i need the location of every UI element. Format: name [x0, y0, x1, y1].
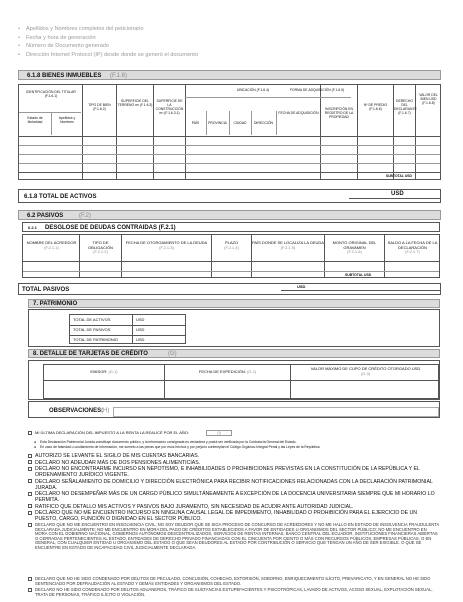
declaracion-item-7: DECLARO QUE NO ME ENCUENTRO INCURSO EN NINGUNA CAUSAL LEGAL DE IMPEDIMENTO, INHABILIDAD O PROHIBICIÓN PARA EL EJERCICIO DE UN PUESTO, CARGO, FUNCIÓN O DIGNIDAD EN EL SECTOR PÚBLICO.: [28, 510, 440, 522]
section-title: 7. PATRIMONIO: [33, 301, 78, 307]
section-title: 8. DETALLE DE TARJETAS DE CRÉDITO: [33, 351, 148, 357]
col-tipo-bien: TIPO DE BIEN (F.1.6.2): [88, 103, 111, 111]
col-plazo: PLAZO (F.2.1.4): [224, 240, 239, 250]
declaracion-item-5: DECLARO NO DESEMPEÑAR MÁS DE UN CARGO PÚBLICO SIMULTÁNEAMENTE A EXCEPCIÓN DE LA DOCENCIA UNIVERSITARIA SIEMPRE QUE MI HORARIO LO PERMITA.: [28, 491, 440, 503]
nota-1: ● Esta Declaración Patrimonial Jurada constituye documento público, y la información consignada es verdadera y podrá ser verificada por la Contraloría General del Estado.: [34, 440, 297, 444]
col-ubicacion: UBICACIÓN (F.1.6.4): [236, 88, 270, 92]
col-ciudad: CIUDAD: [233, 121, 247, 125]
checkbox[interactable]: [28, 460, 32, 464]
declaracion-item-10: DECLARO NO HE SIDO CONDENADO POR DELITOS ADUANEROS, TRÁFICO DE SUSTANCIAS ESTUPEFACIENTES Y PSICOTRÓPICAS, LAVADO DE ACTIVOS, ACOSO SEXUAL, EXPLOTACIÓN SEXUAL, TRATA DE PERSONAS, TRÁFICO ILÍCITO O VIOLACIÓN.: [28, 588, 440, 597]
section-title: 6.1.8 BIENES INMUEBLES: [27, 72, 102, 79]
nota-2: ● En caso de falsedad u ocultamiento de información, me someto a las penas que por esos hechos y por perjurio contemplan el Código Orgánico Integral Penal y las Leyes de la República.: [34, 445, 321, 449]
observaciones-ref: (H): [101, 408, 110, 414]
subtotal-label: SUBTOTAL USD: [345, 273, 372, 277]
col-fecha-adquisicion: FECHA DE ADQUISICIÓN: [278, 111, 319, 115]
checkbox[interactable]: [28, 431, 32, 435]
bullet-item: • Dirección Internet Protocol (IP) desde donde se generó el documento: [26, 52, 198, 58]
patrimonio-activos-label: TOTAL DE ACTIVOS: [73, 317, 111, 322]
declaracion-item-9: DECLARO QUE NO HE SIDO CONDENADO POR DELITOS DE PECULADO, CONCUSIÓN, COHECHO, EXTORSIÓN, SOBORNO, ENRIQUECIMIENTO ILÍCITO, PREVARICATO, Y EN GENERAL NO HE SIDO SENTENCIADO POR DEFRAUDACIÓN AL ESTADO Y DEMÁS ENTIDADES Y ORGANISMOS DEL ESTADO.: [28, 577, 440, 586]
col-fecha-otorgamiento: FECHA DE OTORGAMIENTO DE LA DEUDA (F.2.1.3): [125, 240, 208, 250]
checkbox[interactable]: [28, 479, 32, 483]
pasivos-subheader: [22, 222, 440, 232]
section-ref: (F.2): [79, 212, 91, 219]
col-tipo-obligacion: TIPO DE OBLIGACIÓN (F.2.1.2): [88, 240, 113, 255]
col-derecho: DERECHO DEL DECLARANTE (F.1.6.7): [394, 99, 417, 115]
patrimonio-pasivos-label: TOTAL DE PASIVOS: [73, 327, 111, 332]
declaracion-item-8: DECLARO QUE NO ME ENCUENTRO EN INSOLVENCIA CIVIL, NO SOY DEUDOR QUE SE SIGA PROCESO DE CONCURSO DE ACREEDORES Y NO ME HALLO EN ESTADO DE INSOLVENCIA FRAUDULENTA DECLARADA JUDICIALMENTE; NO ME ENCUENTRO EN MORA DEL PAGO DE CRÉDITOS ESTABLECIDOS A FAVOR DE ENTIDADES U ORGANISMOS DEL SECTOR PÚBLICO; NO ME ENCUENTRO EN MORA CON EL GOBIERNO NACIONAL, GOBIERNOS AUTÓNOMOS DESCENTRALIZADOS, SERVICIOS DE RENTAS INTERNAS, BANCO CENTRAL DEL ECUADOR, INSTITUCIONES FINANCIERAS ABIERTAS O CERRADAS PERTENECIENTES AL ESTADO, ENTIDADES DE DERECHO PRIVADO FINANCIADAS CON EL CINCUENTA POR CIENTO O MÁS CON RECURSOS PÚBLICOS, EMPRESAS PÚBLICAS, O EN GENERAL, CON CUALQUIER ENTIDAD U ORGANISMO DEL ESTADO O QUE SEAN DEUDORES AL ESTADO POR CONTRIBUCIÓN O SERVICIO QUE TENGAN UN AÑO DE SER EXIGIBLE. O QUE SE ENCUENTRE EN ESTADO DE INCAPACIDAD CIVIL JUDICIALMENTE DECLARADA.: [28, 523, 440, 551]
checkbox[interactable]: [28, 523, 32, 527]
inmuebles-table: [18, 84, 441, 180]
patrimonio-table: [69, 314, 186, 344]
col-provincia: PROVINCIA: [208, 121, 227, 125]
patrimonio-total-label: TOTAL DE PATRIMONIO: [73, 337, 118, 342]
section-ref: (G): [168, 351, 177, 357]
header-bullets: [0, 26, 463, 62]
declaracion-item-6: RATIFICO QUE DETALLO MIS ACTIVOS Y PASIVOS BAJO JURAMENTO, SIN NECESIDAD DE ACUDIR ANTE AUTORIDAD JUDICIAL.: [28, 504, 440, 510]
col-pais-deuda: PAÍS DONDE SE LOCALIZA LA DEUDA (F.2.1.5): [252, 240, 324, 250]
total-activos-currency: USD: [391, 190, 404, 197]
bullet-item: • Fecha y hora de generación: [26, 35, 96, 41]
checkbox[interactable]: [28, 467, 32, 471]
ultima-declaracion-field[interactable]: (I): [206, 430, 232, 436]
checkbox[interactable]: [28, 454, 32, 458]
col-identificacion: IDENTIFICACIÓN DEL TITULAR (F.1.6.1): [26, 90, 76, 98]
col-saldo: SALDO A LA FECHA DE LA DECLARACIÓN (F.2.1.7): [387, 240, 438, 255]
col-superficie-construccion: SUPERFICIE DE LA CONSTRUCCIÓN m² (F.1.6.3.1): [155, 99, 184, 115]
section-header-inmuebles: [18, 70, 441, 80]
section-header-patrimonio: [28, 299, 440, 308]
pasivos-table: [22, 234, 440, 278]
total-activos-label: 6.1.8 TOTAL DE ACTIVOS: [24, 193, 97, 200]
section-header-pasivos: [18, 210, 441, 220]
total-pasivos-row: [18, 283, 441, 295]
col-estado-civil: Estado de titularidad: [27, 116, 43, 124]
declaraciones: [28, 430, 440, 598]
total-pasivos-currency: USD: [297, 284, 306, 289]
total-activos-row: [18, 189, 441, 203]
col-apellidos: Apellidos y Nombres: [58, 116, 76, 124]
ultima-declaracion-row: MI ÚLTIMA DECLARACIÓN DEL IMPUESTO A LA RENTA LA REALICÉ POR EL AÑO: (I): [28, 430, 440, 436]
checkbox[interactable]: [28, 577, 32, 581]
patrimonio-box: [28, 309, 440, 347]
subsection-title: DESGLOSE DE DEUDAS CONTRAIDAS (F.2.1): [45, 224, 176, 231]
section-title: 6.2 PASIVOS: [27, 212, 64, 219]
patrimonio-pasivos-currency: USD: [136, 327, 145, 332]
col-forma-adquisicion: FORMA DE ADQUISICIÓN (F.1.6.5): [289, 88, 345, 92]
observaciones-box: [28, 401, 440, 418]
subtotal-label: SUBTOTAL USD: [385, 174, 412, 178]
col-fecha-expedicion: FECHA DE EXPEDICIÓN: (G.2): [198, 369, 257, 374]
col-direccion: DIRECCIÓN: [253, 121, 274, 125]
declaracion-item-3: DECLARO NO ENCONTRARME INCURSO EN NEPOTISMO, E INHABILIDADES O PROHIBICIONES PREVISTAS EN LA CONSTITUCIÓN DE LA REPÚBLICA Y EL ORDENAMIENTO JURÍDICO VIGENTE.: [28, 466, 440, 478]
checkbox[interactable]: [28, 588, 32, 592]
col-emisor: EMISOR: (G.1): [90, 369, 118, 374]
declaracion-item-1: AUTORIZO SE LEVANTE EL SIGILO DE MIS CUENTAS BANCARIAS.: [28, 453, 440, 459]
checkbox[interactable]: [28, 492, 32, 496]
col-pais: PAÍS: [191, 121, 200, 125]
col-numero-predio: Nº DE PREDIO (F.1.6.6): [363, 103, 388, 111]
observaciones-field[interactable]: [113, 407, 439, 417]
checkbox[interactable]: [28, 504, 32, 508]
col-valor-cupo: VALOR MÁXIMO DE CUPO DE CRÉDITO OTORGADO USD (G.3): [310, 366, 421, 376]
declaracion-item-2: DECLARO NO ADEUDAR MÁS DE DOS PENSIONES ALIMENTICIAS.: [28, 460, 440, 466]
col-acreedor: NOMBRE DEL ACREEDOR (F.2.1.1): [26, 240, 77, 250]
section-header-tarjetas: [28, 349, 440, 358]
col-inscripcion: INSCRIPCIÓN EN REGISTRO DE LA PROPIEDAD: [324, 107, 354, 119]
bullet-item: • Apellidos y Nombres completos del peticionario: [26, 26, 144, 32]
observaciones-label: OBSERVACIONES:: [49, 408, 104, 414]
tarjetas-table: [28, 360, 440, 400]
bullet-item: • Número de Documento generado: [26, 43, 109, 49]
subsection-number: 6.2.1: [28, 225, 37, 230]
total-pasivos-label: TOTAL PASIVOS: [22, 287, 70, 293]
col-valor: VALOR DEL BIEN USD (F.1.6.8): [419, 93, 438, 105]
section-ref: (F.1.6): [110, 72, 128, 79]
col-superficie-terreno: SUPERFICIE DEL TERRENO m² (F.1.6.3): [117, 99, 153, 107]
col-monto-original: MONTO ORIGINAL DEL GRAVAMEN (F.2.1.6): [332, 240, 377, 255]
patrimonio-total-currency: USD: [136, 337, 145, 342]
checkbox[interactable]: [28, 511, 32, 515]
declaracion-item-4: DECLARO SEÑALAMIENTO DE DOMICILIO Y DIRECCIÓN ELECTRÓNICA PARA RECIBIR NOTIFICACIONES RELACIONADAS CON LA DECLARACIÓN PATRIMONIAL JURADA.: [28, 479, 440, 491]
patrimonio-activos-currency: USD: [136, 317, 145, 322]
